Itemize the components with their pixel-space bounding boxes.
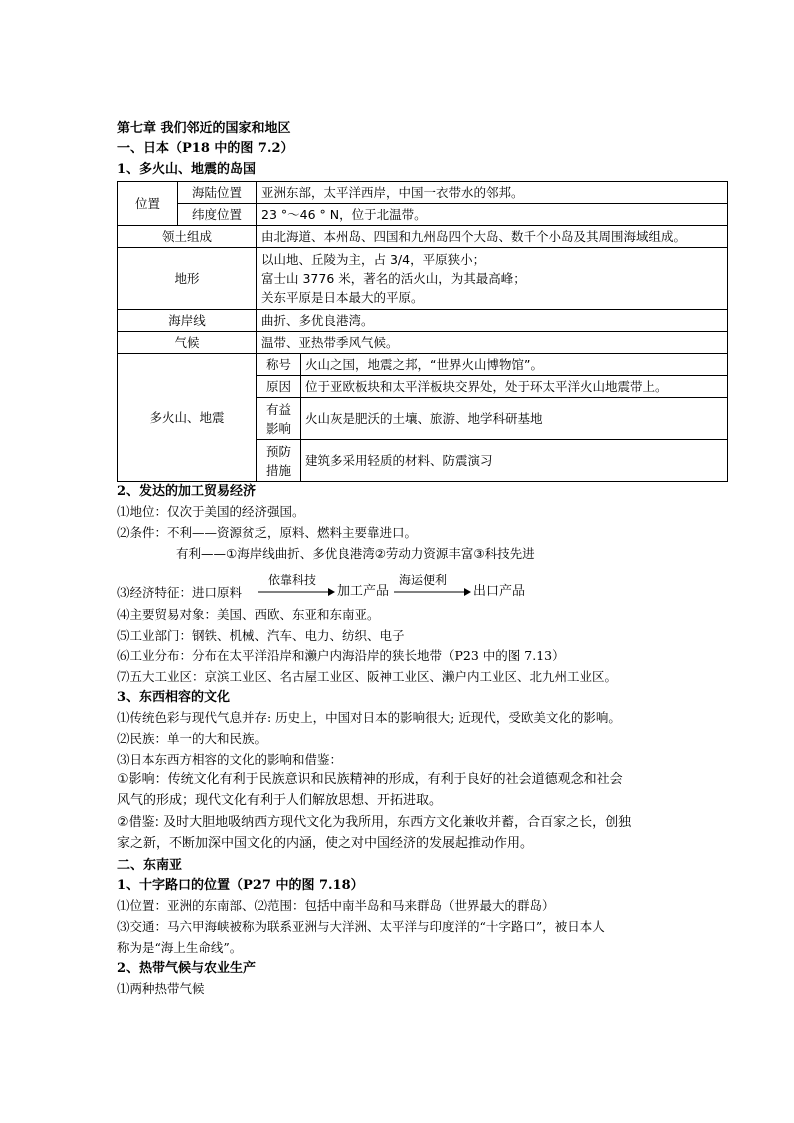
chapter-title: 第七章 我们邻近的国家和地区 xyxy=(117,121,291,136)
line-status: ⑴地位：仅次于美国的经济强国。 xyxy=(117,504,305,519)
japan-overview-table xyxy=(117,181,728,482)
cell-coast-label: 海岸线 xyxy=(118,310,257,332)
line-condition-bad: ⑵条件：不利——资源贫乏，原料、燃料主要靠进口。 xyxy=(117,525,418,540)
subheading-culture: 3、东西相容的文化 xyxy=(117,690,231,705)
benefit-label-line: 有益 xyxy=(265,401,291,417)
line-culture3: ⑶日本东西方相容的文化的影响和借鉴： xyxy=(117,752,343,767)
line-traffic-2: 称为是“海上生命线”。 xyxy=(117,940,243,955)
line-influence-1: ①影响：传统文化有利于民族意识和民族精神的形成，有利于良好的社会道德观念和社会 xyxy=(117,772,623,787)
cell-volcano-label: 多火山、地震 xyxy=(118,354,257,482)
line-lesson-1: ②借鉴: 及时大胆地吸纳西方现代文化为我所用，东西方文化兼收并蓄，合百家之长，创独 xyxy=(117,815,632,830)
cell-cause-label: 原因 xyxy=(257,376,301,398)
cell-climate-value: 温带、亚热带季风气候。 xyxy=(257,332,728,354)
econ-arrow2-icon xyxy=(392,586,472,598)
econ-arrow2-label: 海运便利 xyxy=(399,573,448,587)
subheading-tropical: 2、热带气候与农业生产 xyxy=(117,961,257,976)
subheading-processing-trade: 2、发达的加工贸易经济 xyxy=(117,484,257,499)
cell-benefit-value: 火山灰是肥沃的土壤、旅游、地学科研基地 xyxy=(301,398,728,440)
line-sea-location: ⑴位置：亚洲的东南部、⑵范围：包括中南半岛和马来群岛（世界最大的群岛） xyxy=(117,898,555,913)
econ-end: 出口产品 xyxy=(473,584,526,599)
cell-prevent-value: 建筑多采用轻质的材料、防震演习 xyxy=(301,440,728,482)
econ-arrow1-label: 依靠科技 xyxy=(268,573,317,587)
cell-location-label: 位置 xyxy=(118,182,178,226)
line-culture2: ⑵民族：单一的大和民族。 xyxy=(117,731,268,746)
terrain-line: 以山地、丘陵为主，占 3/4，平原狭小； xyxy=(261,252,486,267)
cell-prevent-label xyxy=(257,440,301,482)
cell-benefit-label xyxy=(257,398,301,440)
line-influence-2: 风气的形成；现代文化有利于人们解放思想、开拓进取。 xyxy=(117,793,443,808)
line-traffic-1: ⑶交通：马六甲海峡被称为联系亚洲与大洋洲、太平洋与印度洋的“十字路口”，被日本人 xyxy=(117,919,605,934)
line-distribution: ⑹工业分布：分布在太平洋沿岸和濑户内海沿岸的狭长地带（P23 中的图 7.13） xyxy=(117,648,565,663)
line-condition-good: 有利——①海岸线曲折、多优良港湾②劳动力资源丰富③科技先进 xyxy=(176,546,535,561)
econ-prefix: ⑶经济特征：进口原料 xyxy=(117,585,243,600)
cell-name-value: 火山之国，地震之邦，“世界火山博物馆”。 xyxy=(301,354,728,376)
econ-arrow1-icon xyxy=(256,586,336,598)
subheading-volcano-island: 1、多火山、地震的岛国 xyxy=(117,162,257,177)
section-heading-japan: 一、日本（P18 中的图 7.2） xyxy=(117,141,294,156)
line-lesson-2: 家之新，不断加深中国文化的内涵，使之对中国经济的发展起推动作用。 xyxy=(117,836,534,851)
cell-territory-value: 由北海道、本州岛、四国和九州岛四个大岛、数千个小岛及其周围海域组成。 xyxy=(257,226,728,248)
cell-terrain-label: 地形 xyxy=(118,248,257,310)
cell-territory-label: 领土组成 xyxy=(118,226,257,248)
cell-sea-land-label: 海陆位置 xyxy=(178,182,257,204)
line-trade: ⑷主要贸易对象：美国、西欧、东亚和东南亚。 xyxy=(117,607,380,622)
cell-sea-land-value: 亚洲东部，太平洋西岸，中国一衣带水的邻邦。 xyxy=(257,182,728,204)
section-heading-sea: 二、东南亚 xyxy=(117,858,183,873)
cell-latitude-value: 23 °～46 ° N，位于北温带。 xyxy=(257,204,728,226)
line-culture1: ⑴传统色彩与现代气息并存: 历史上，中国对日本的影响很大; 近现代，受欧美文化的影响。 xyxy=(117,710,621,725)
cell-coast-value: 曲折、多优良港湾。 xyxy=(257,310,728,332)
terrain-line: 富士山 3776 米，著名的活火山，为其最高峰； xyxy=(261,271,526,286)
econ-mid: 加工产品 xyxy=(337,584,390,599)
cell-climate-label: 气候 xyxy=(118,332,257,354)
cell-latitude-label: 纬度位置 xyxy=(178,204,257,226)
prevent-label-line: 措施 xyxy=(265,462,291,478)
cell-cause-value: 位于亚欧板块和太平洋板块交界处，处于环太平洋火山地震带上。 xyxy=(301,376,728,398)
subheading-crossroads: 1、十字路口的位置（P27 中的图 7.18） xyxy=(117,878,364,893)
prevent-label-line: 预防 xyxy=(265,443,291,459)
cell-name-label: 称号 xyxy=(257,354,301,376)
cell-terrain-value xyxy=(257,248,728,310)
line-regions: ⑺五大工业区：京滨工业区、名古屋工业区、阪神工业区、濑户内工业区、北九州工业区。 xyxy=(117,669,618,684)
line-industry: ⑸工业部门：钢铁、机械、汽车、电力、纺织、电子 xyxy=(117,628,405,643)
line-tropical-climate: ⑴两种热带气候 xyxy=(117,981,205,996)
terrain-line: 关东平原是日本最大的平原。 xyxy=(261,290,424,305)
benefit-label-line: 影响 xyxy=(265,420,291,436)
